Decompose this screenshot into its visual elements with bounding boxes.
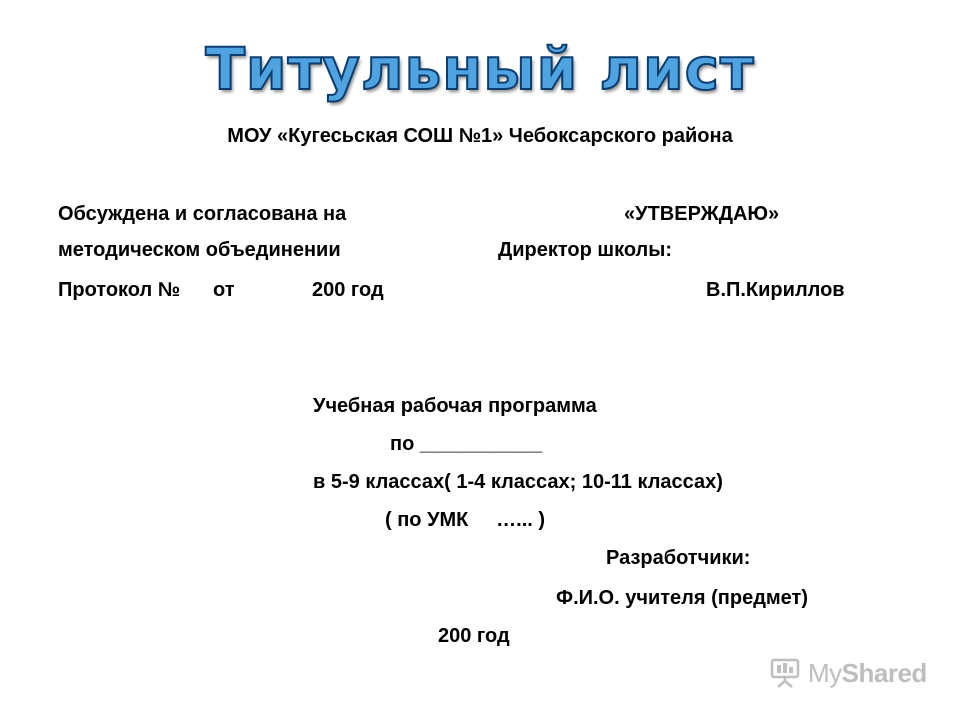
director-label: Директор школы: xyxy=(498,239,672,261)
protocol-label: Протокол № xyxy=(58,279,181,301)
presentation-board-icon xyxy=(768,656,802,690)
watermark-text-thin: My xyxy=(808,657,842,688)
protocol-from-label: от xyxy=(213,279,235,301)
methodical-association-line: методическом объединении xyxy=(58,239,341,261)
director-name: В.П.Кириллов xyxy=(706,279,845,301)
program-year: 200 год xyxy=(438,625,510,647)
developer-name: Ф.И.О. учителя (предмет) xyxy=(556,587,808,609)
approve-heading: «УТВЕРЖДАЮ» xyxy=(624,203,780,225)
watermark-text xyxy=(808,658,927,689)
protocol-year: 200 год xyxy=(312,279,384,301)
program-umk: ( по УМК …... ) xyxy=(385,509,546,531)
slide-title: Титульный лист xyxy=(205,35,755,103)
myshared-watermark xyxy=(768,656,927,690)
program-title: Учебная рабочая программа xyxy=(313,395,597,417)
watermark-text-bold: Shared xyxy=(841,657,927,688)
program-subject: по ___________ xyxy=(390,433,543,455)
discussed-line: Обсуждена и согласована на xyxy=(58,203,347,225)
school-name: МОУ «Кугесьская СОШ №1» Чебоксарского района xyxy=(227,125,733,147)
program-grades: в 5-9 классах( 1-4 классах; 10-11 классах) xyxy=(313,471,723,493)
developers-label: Разработчики: xyxy=(606,547,751,569)
